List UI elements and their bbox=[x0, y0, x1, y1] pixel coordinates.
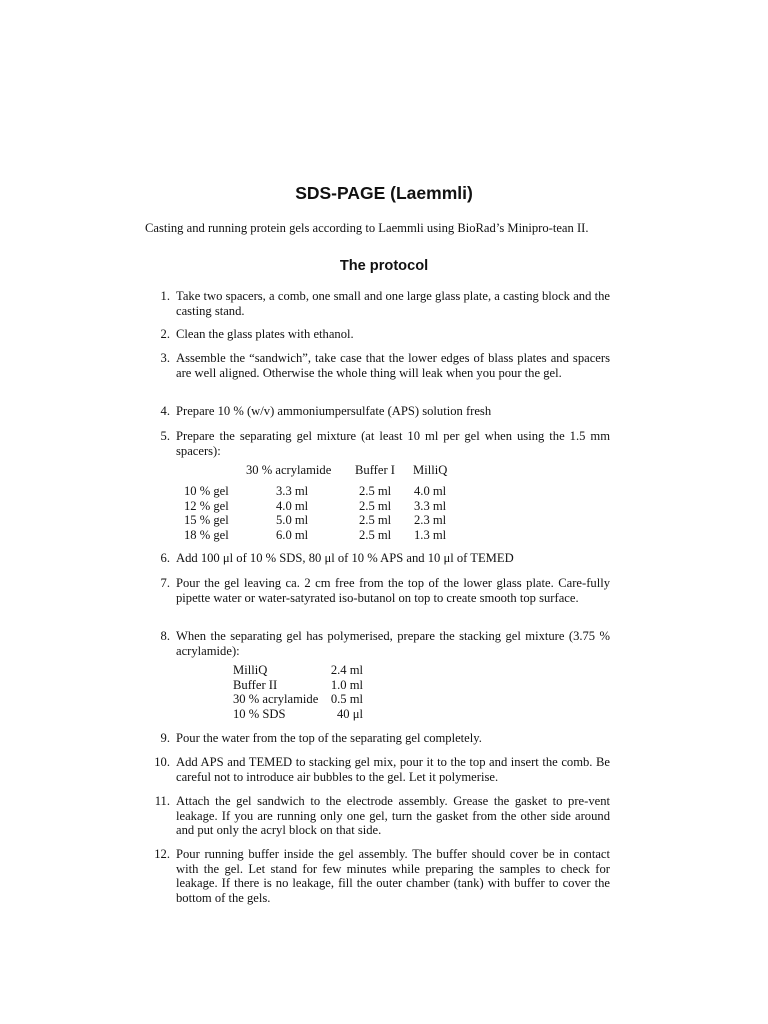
table-header: 30 % acrylamide bbox=[246, 463, 332, 477]
table-cell: 2.5 ml bbox=[359, 513, 392, 527]
table-cell: 18 % gel bbox=[184, 528, 229, 542]
step-number: 1. bbox=[160, 289, 170, 303]
step-number: 4. bbox=[160, 404, 170, 418]
section-heading: The protocol bbox=[339, 258, 429, 274]
stack-component: 10 % SDS bbox=[233, 707, 286, 721]
step-text: Attach the gel sandwich to the electrode assembly. Grease the gasket to pre-vent leakage. If you are running only one gel, turn the gasket from the other side around and put only the acryl block on that side. bbox=[176, 794, 610, 838]
step-number: 11. bbox=[154, 794, 170, 808]
table-cell: 5.0 ml bbox=[276, 513, 309, 527]
step-number: 12. bbox=[154, 847, 170, 861]
protocol-step bbox=[145, 731, 610, 746]
stack-component: MilliQ bbox=[233, 663, 268, 677]
protocol-step bbox=[145, 404, 610, 419]
table-cell: 2.3 ml bbox=[414, 513, 447, 527]
step-text: Pour running buffer inside the gel assembly. The buffer should cover be in contact with the gel. Let stand for few minutes while preparing the samples to check for leakage. If there is no leakage, fill the outer chamber (tank) with buffer to cover the bottom of the gels. bbox=[176, 847, 610, 905]
intro-paragraph: Casting and running protein gels according to Laemmli using BioRad’s Minipro-tean II. bbox=[145, 221, 589, 235]
protocol-step bbox=[145, 551, 610, 566]
step-text: Take two spacers, a comb, one small and one large glass plate, a casting block and the casting stand. bbox=[176, 289, 610, 318]
table-cell: 1.3 ml bbox=[414, 528, 447, 542]
step-number: 8. bbox=[160, 629, 170, 643]
step-number: 5. bbox=[160, 429, 170, 443]
stack-component: 30 % acrylamide bbox=[233, 692, 319, 706]
protocol-step bbox=[145, 847, 610, 905]
step-text: Pour the gel leaving ca. 2 cm free from the top of the lower glass plate. Care-fully pipette water or water-satyrated iso-butanol on top to create smooth top surface. bbox=[176, 576, 610, 605]
step-number: 6. bbox=[160, 551, 170, 565]
protocol-step bbox=[145, 429, 610, 458]
step-text: Pour the water from the top of the separating gel completely. bbox=[176, 731, 482, 745]
table-cell: 3.3 ml bbox=[276, 484, 309, 498]
table-header: MilliQ bbox=[413, 463, 448, 477]
protocol-step bbox=[145, 351, 610, 380]
table-cell: 6.0 ml bbox=[276, 528, 309, 542]
table-cell: 10 % gel bbox=[184, 484, 229, 498]
stack-component: Buffer II bbox=[233, 678, 278, 692]
stack-amount: 0.5 ml bbox=[330, 692, 363, 706]
table-cell: 3.3 ml bbox=[414, 499, 447, 513]
table-cell: 2.5 ml bbox=[359, 499, 392, 513]
step-number: 3. bbox=[160, 351, 170, 365]
stack-amount: 2.4 ml bbox=[330, 663, 363, 677]
step-number: 9. bbox=[160, 731, 170, 745]
step-text: Add APS and TEMED to stacking gel mix, pour it to the top and insert the comb. Be careful not to introduce air bubbles to the gel. Let it polymerise. bbox=[176, 755, 610, 784]
step-text: Assemble the “sandwich”, take case that the lower edges of blass plates and spacers are well aligned. Otherwise the whole thing will leak when you pour the gel. bbox=[176, 351, 610, 380]
stack-amount: 1.0 ml bbox=[330, 678, 363, 692]
table-header: Buffer I bbox=[355, 463, 395, 477]
table-cell: 4.0 ml bbox=[276, 499, 309, 513]
protocol-step bbox=[145, 289, 610, 318]
step-text: Clean the glass plates with ethanol. bbox=[176, 327, 354, 341]
step-text: Prepare 10 % (w/v) ammoniumpersulfate (APS) solution fresh bbox=[176, 404, 492, 418]
table-cell: 4.0 ml bbox=[414, 484, 447, 498]
stack-amount: 40 μl bbox=[337, 707, 363, 721]
protocol-step bbox=[145, 794, 610, 838]
step-text: When the separating gel has polymerised, prepare the stacking gel mixture (3.75 % acrylamide): bbox=[176, 629, 610, 658]
protocol-step bbox=[145, 327, 610, 342]
step-number: 10. bbox=[154, 755, 170, 769]
table-cell: 12 % gel bbox=[184, 499, 229, 513]
table-cell: 15 % gel bbox=[184, 513, 229, 527]
step-text: Prepare the separating gel mixture (at least 10 ml per gel when using the 1.5 mm spacers): bbox=[176, 429, 610, 458]
table-cell: 2.5 ml bbox=[359, 484, 392, 498]
step-number: 7. bbox=[160, 576, 170, 590]
protocol-step bbox=[145, 755, 610, 784]
document-title: SDS-PAGE (Laemmli) bbox=[295, 183, 473, 203]
table-cell: 2.5 ml bbox=[359, 528, 392, 542]
protocol-step bbox=[145, 576, 610, 605]
step-number: 2. bbox=[160, 327, 170, 341]
step-text: Add 100 μl of 10 % SDS, 80 μl of 10 % APS and 10 μl of TEMED bbox=[176, 551, 514, 565]
protocol-step bbox=[145, 629, 610, 658]
